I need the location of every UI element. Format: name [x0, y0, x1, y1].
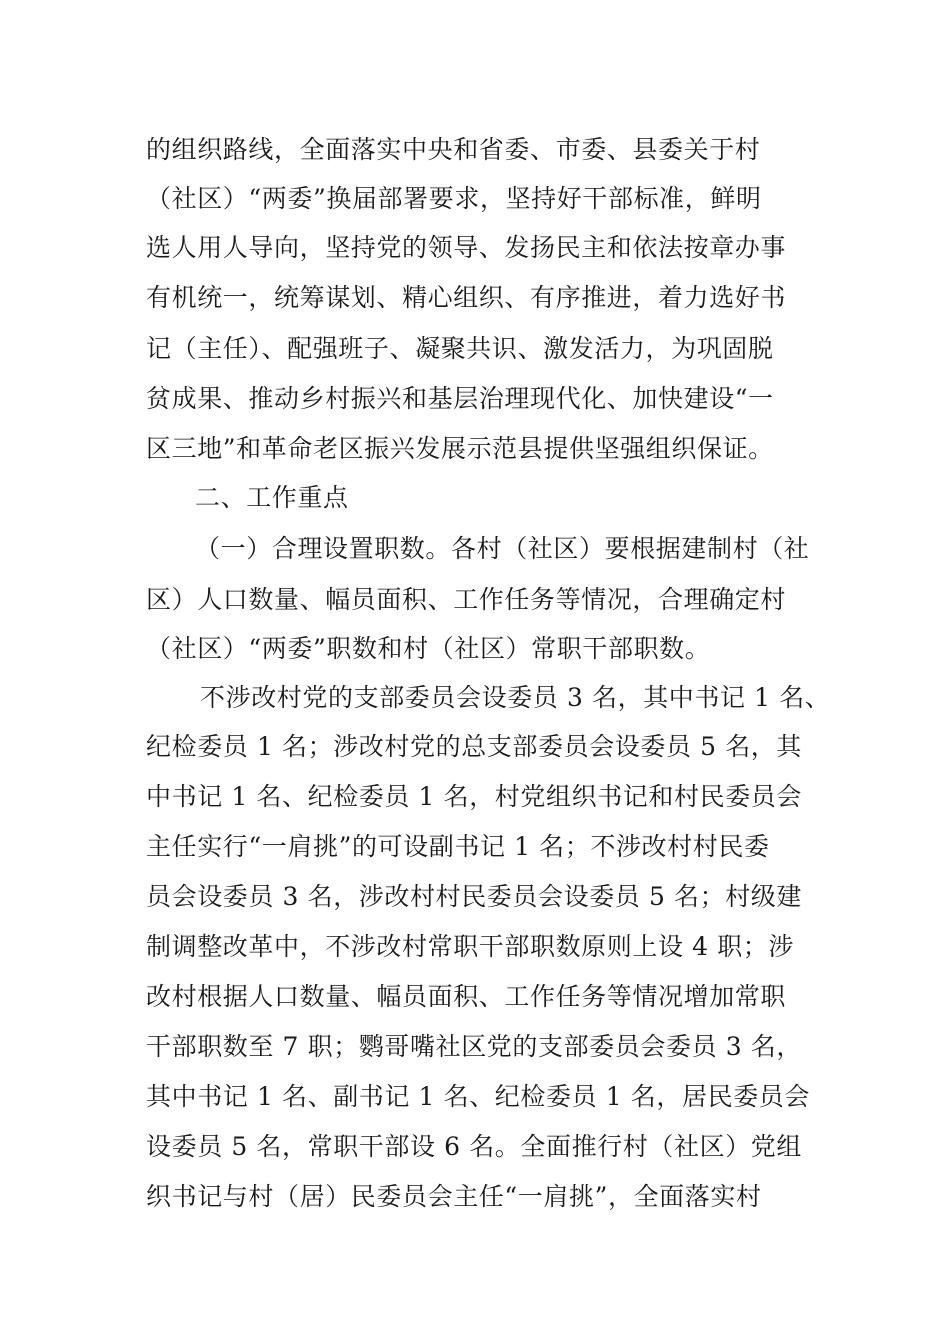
text-line: 干部职数至 7 职；鹦哥嘴社区党的支部委员会委员 3 名，: [146, 1032, 803, 1061]
text-line: 其中书记 1 名、副书记 1 名、纪检委员 1 名，居民委员会: [146, 1082, 810, 1111]
paragraph-first-line: 不涉改村党的支部委员会设委员 3 名，其中书记 1 名、: [200, 683, 831, 712]
text-line: 纪检委员 1 名；涉改村党的总支部委员会设委员 5 名，其: [146, 732, 803, 761]
text-line: 记（主任）、配强班子、凝聚共识、激发活力，为巩固脱: [146, 334, 774, 363]
text-line: 员会设委员 3 名，涉改村村民委员会设委员 5 名；村级建: [146, 882, 803, 911]
section-heading: 二、工作重点: [195, 483, 349, 512]
text-line: 中书记 1 名、纪检委员 1 名，村党组织书记和村民委员会: [146, 782, 803, 811]
text-line: 有机统一，统筹谋划、精心组织、有序推进，着力选好书: [146, 283, 787, 312]
text-line: 的组织路线，全面落实中央和省委、市委、县委关于村: [146, 135, 761, 164]
text-line: （社区）“两委”换届部署要求，坚持好干部标准，鲜明: [146, 184, 762, 213]
text-line: 织书记与村（居）民委员会主任“一肩挑”，全面落实村: [146, 1182, 762, 1211]
paragraph-first-line: （一）合理设置职数。各村（社区）要根据建制村（社: [195, 534, 810, 563]
text-line: 主任实行“一肩挑”的可设副书记 1 名；不涉改村村民委: [146, 832, 770, 861]
text-line: 制调整改革中，不涉改村常职干部职数原则上设 4 职；涉: [146, 932, 795, 961]
text-line: 区三地”和革命老区振兴发展示范县提供坚强组织保证。: [146, 434, 774, 463]
text-line: 区）人口数量、幅员面积、工作任务等情况，合理确定村: [146, 585, 787, 614]
text-line: 改村根据人口数量、幅员面积、工作任务等情况增加常职: [146, 982, 787, 1011]
text-line: （社区）“两委”职数和村（社区）常职干部职数。: [146, 634, 711, 663]
text-line: 贫成果、推动乡村振兴和基层治理现代化、加快建设“一: [146, 384, 774, 413]
text-line: 选人用人导向，坚持党的领导、发扬民主和依法按章办事: [146, 233, 787, 262]
text-line: 设委员 5 名，常职干部设 6 名。全面推行村（社区）党组: [146, 1132, 803, 1161]
